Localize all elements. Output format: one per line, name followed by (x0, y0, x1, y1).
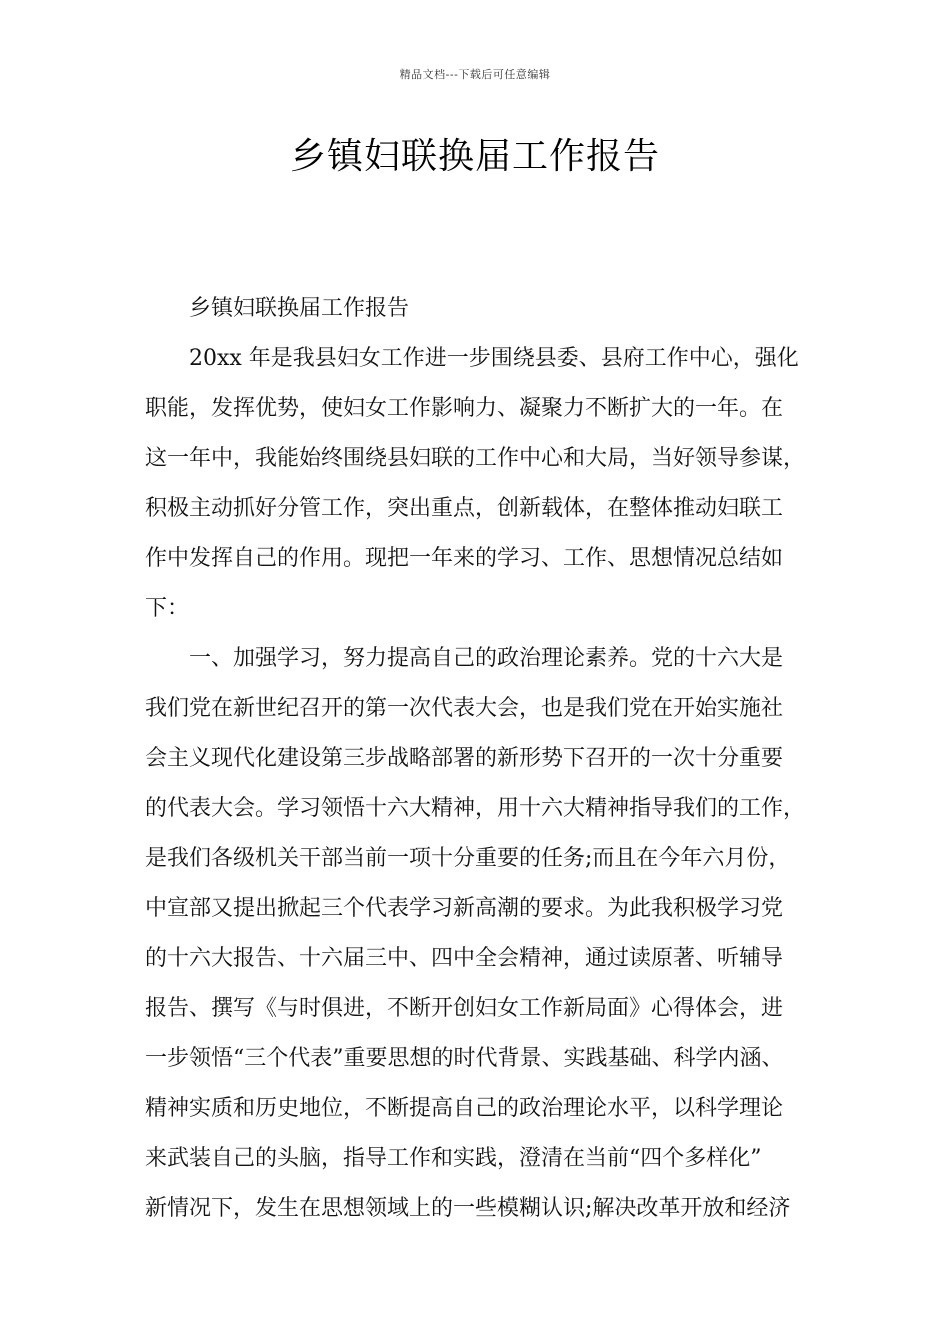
paragraph-line: 来武装自己的头脑，指导工作和实践，澄清在当前“四个多样化” (145, 1146, 762, 1171)
paragraph-line: 的代表大会。学习领悟十六大精神，用十六大精神指导我们的工作， (145, 796, 806, 821)
paragraph-line: 是我们各级机关干部当前一项十分重要的任务;而且在今年六月份， (145, 846, 791, 871)
paragraph-line: 作中发挥自己的作用。现把一年来的学习、工作、思想情况总结如 (145, 546, 784, 571)
paragraph-line: 一步领悟“三个代表”重要思想的时代背景、实践基础、科学内涵、 (145, 1046, 784, 1071)
paragraph-line: 这一年中，我能始终围绕县妇联的工作中心和大局，当好领导参谋， (145, 446, 806, 471)
paragraph-line: 中宣部又提出掀起三个代表学习新高潮的要求。为此我积极学习党 (145, 896, 784, 921)
subtitle-line: 乡镇妇联换届工作报告 (189, 296, 410, 321)
document-title: 乡镇妇联换届工作报告 (289, 136, 660, 177)
paragraph-line: 报告、撰写《与时俱进，不断开创妇女工作新局面》心得体会，进 (145, 996, 784, 1021)
paragraph-line: 精神实质和历史地位，不断提高自己的政治理论水平，以科学理论 (145, 1096, 784, 1121)
paragraph-line: 我们党在新世纪召开的第一次代表大会，也是我们党在开始实施社 (145, 696, 784, 721)
paragraph-line: 积极主动抓好分管工作，突出重点，创新载体，在整体推动妇联工 (145, 496, 784, 521)
paragraph-line: 下： (145, 596, 190, 621)
paragraph-line: 职能，发挥优势，使妇女工作影响力、凝聚力不断扩大的一年。在 (145, 396, 784, 421)
paragraph-line: 会主义现代化建设第三步战略部署的新形势下召开的一次十分重要 (145, 746, 784, 771)
header-note: 精品文档---下载后可任意编辑 (399, 68, 551, 81)
paragraph-line: 新情况下，发生在思想领域上的一些模糊认识;解决改革开放和经济 (145, 1196, 791, 1221)
paragraph-line: 的十六大报告、十六届三中、四中全会精神，通过读原著、听辅导 (145, 946, 784, 971)
paragraph-line: 20xx 年是我县妇女工作进一步围绕县委、县府工作中心，强化 (189, 346, 799, 371)
document-body (145, 284, 825, 1234)
paragraph-line: 一、加强学习，努力提高自己的政治理论素养。党的十六大是 (189, 646, 784, 671)
